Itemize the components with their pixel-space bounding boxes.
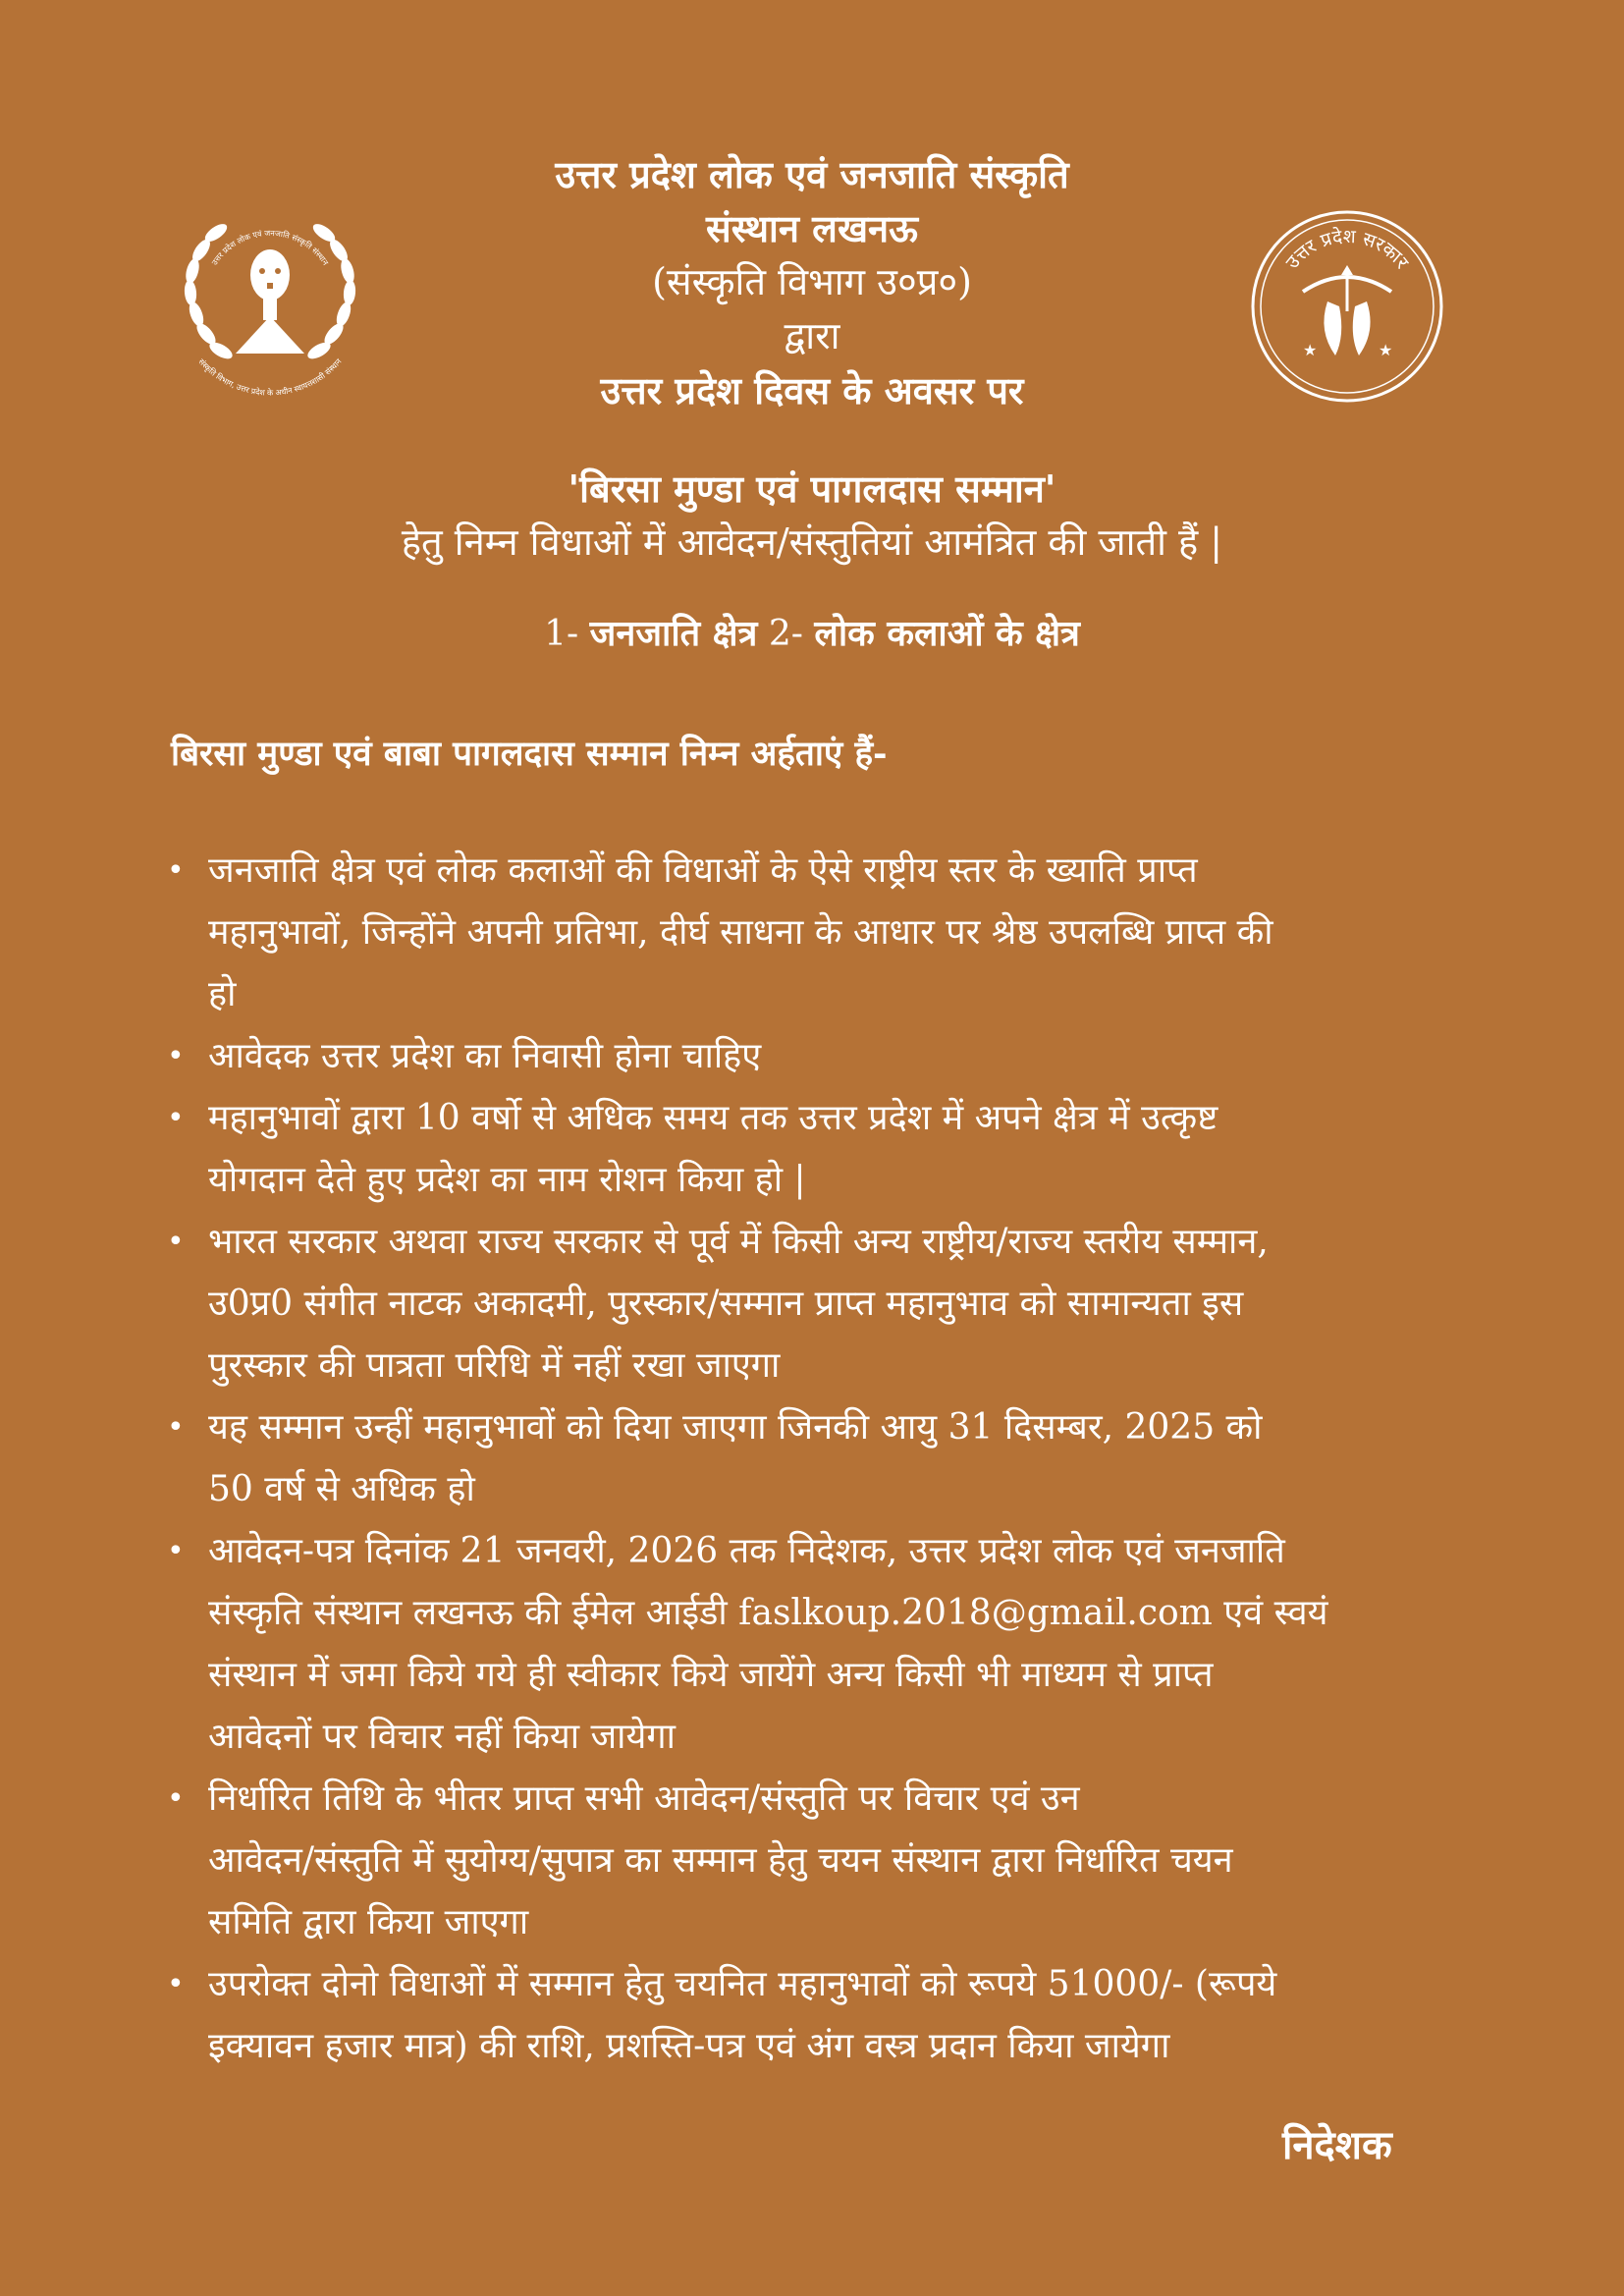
category-folk-arts: लोक कलाओं के क्षेत्र [814,613,1080,654]
category-number-1: 1- [544,614,579,654]
list-item-line: योगदान देते हुए प्रदेश का नाम रोशन किया हो | [208,1160,806,1200]
list-item-line: 50 वर्ष से अधिक हो [208,1469,475,1509]
svg-text:संस्कृति विभाग, उत्तर प्रदेश क [196,356,344,397]
list-item-line: उपरोक्त दोनो विधाओं में सम्मान हेतु चयनित महानुभावों को रूपये 51000/- (रूपये [208,1964,1277,2004]
list-item [167,1025,1483,1087]
award-name: 'बिरसा मुण्डा एवं पागलदास सम्मान' [568,466,1056,511]
list-item-line: आवेदन/संस्तुति में सुयोग्य/सुपात्र का सम्मान हेतु चयन संस्थान द्वारा निर्धारित चयन [208,1840,1233,1881]
bullet-icon: • [167,1101,185,1135]
bullet-icon: • [167,853,185,888]
bullet-icon: • [167,1039,185,1073]
list-item-line: समिति द्वारा किया जाएगा [208,1902,529,1942]
list-item-line: संस्कृति संस्थान लखनऊ की ईमेल आईडी faslkoup.2018@gmail.com एवं स्वयं [208,1593,1328,1633]
list-item [167,840,1483,1025]
header-by: द्वारा [784,314,840,357]
award-categories [226,607,1398,661]
bullet-icon: • [167,1781,185,1816]
award-subtitle: हेतु निम्न विधाओं में आवेदन/संस्तुतियां आमंत्रित की जाती हैं | [401,520,1223,564]
bullet-icon: • [167,1534,185,1568]
header-occasion: उत्तर प्रदेश दिवस के अवसर पर [600,368,1024,412]
category-number-2: 2- [768,614,803,654]
header-institute-line2: संस्थान लखनऊ [706,206,918,250]
logo-left-top-text: उत्तर प्रदेश लोक एवं जनजाति संस्कृति संस्थान [209,228,331,267]
list-item-line: इक्यावन हजार मात्र) की राशि, प्रशस्ति-पत्र एवं अंग वस्त्र प्रदान किया जायेगा [208,2026,1170,2066]
list-item-line: हो [208,974,237,1014]
list-item [167,1768,1483,1953]
bullet-icon: • [167,1967,185,2001]
list-item-line: आवेदन-पत्र दिनांक 21 जनवरी, 2026 तक निदेशक, उत्तर प्रदेश लोक एवं जनजाति [208,1531,1285,1571]
header-institute-line1: उत्तर प्रदेश लोक एवं जनजाति संस्कृति [555,152,1069,196]
list-item [167,1520,1483,1768]
eligibility-list [167,840,1483,2077]
list-item-line: निर्धारित तिथि के भीतर प्राप्त सभी आवेदन/संस्तुति पर विचार एवं उन [208,1778,1080,1819]
award-title-block [226,462,1398,570]
list-item-line: पुरस्कार की पात्रता परिधि में नहीं रखा जाएगा [208,1345,781,1386]
list-item-line: आवेदक उत्तर प्रदेश का निवासी होना चाहिए [208,1036,762,1076]
bullet-icon: • [167,1410,185,1445]
header [324,147,1300,417]
eligibility-heading: बिरसा मुण्डा एवं बाबा पागलदास सम्मान निम्न अर्हताएं हैं- [171,734,888,774]
seal-text: उत्तर प्रदेश सरकार [1281,225,1413,274]
svg-text:★: ★ [1379,341,1393,359]
header-department: (संस्कृति विभाग उ०प्र०) [652,260,972,303]
list-item [167,1087,1483,1211]
list-item-line: महानुभावों, जिन्होंने अपनी प्रतिभा, दीर्घ साधना के आधार पर श्रेष्ठ उपलब्धि प्राप्त की [208,912,1273,953]
list-item-line: आवेदनों पर विचार नहीं किया जायेगा [208,1717,676,1757]
list-item-line: संस्थान में जमा किये गये ही स्वीकार किये जायेंगे अन्य किसी भी माध्यम से प्राप्त [208,1655,1214,1695]
list-item-line: उ0प्र0 संगीत नाटक अकादमी, पुरस्कार/सम्मान प्राप्त महानुभाव को सामान्यता इस [208,1284,1244,1324]
list-item [167,1953,1483,2077]
svg-text:★: ★ [1303,341,1318,359]
bullet-icon: • [167,1225,185,1259]
director-signature: निदेशक [1282,2122,1392,2168]
logo-left-bottom-text: संस्कृति विभाग, उत्तर प्रदेश के अधीन स्वायत्तशासी संस्थान [196,356,344,398]
list-item-line: जनजाति क्षेत्र एवं लोक कलाओं की विधाओं के ऐसे राष्ट्रीय स्तर के ख्याति प्राप्त [208,850,1198,891]
list-item [167,1211,1483,1396]
list-item [167,1396,1483,1520]
list-item-line: यह सम्मान उन्हीं महानुभावों को दिया जाएगा जिनकी आयु 31 दिसम्बर, 2025 को [208,1407,1263,1448]
category-tribal: जनजाति क्षेत्र [589,613,758,654]
list-item-line: भारत सरकार अथवा राज्य सरकार से पूर्व में किसी अन्य राष्ट्रीय/राज्य स्तरीय सम्मान, [208,1222,1269,1262]
list-item-line: महानुभावों द्वारा 10 वर्षो से अधिक समय तक उत्तर प्रदेश में अपने क्षेत्र में उत्कृष्ट [208,1098,1218,1138]
